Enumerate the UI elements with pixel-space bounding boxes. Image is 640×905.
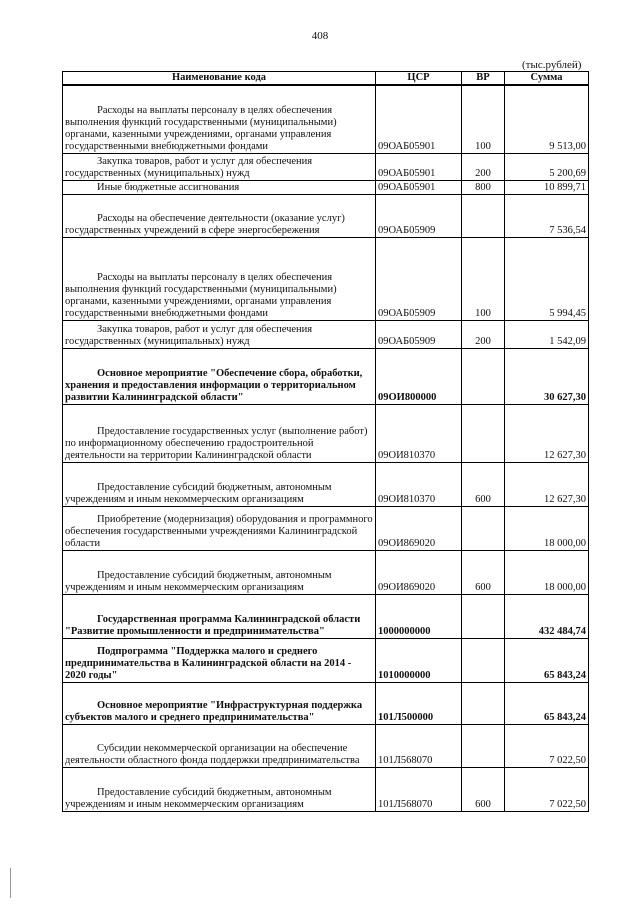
row-code: 09ОАБ05909 [376, 194, 462, 237]
row-vr: 600 [462, 550, 505, 594]
row-name: Предоставление субсидий бюджетным, автономным учреждениям и иным некоммерческим организациям [63, 550, 376, 594]
table-row [63, 85, 589, 153]
row-vr [462, 724, 505, 767]
row-name: Расходы на выплаты персоналу в целях обеспечения выполнения функций государственными (муниципальными) органами, казенными учреждениями, органами управления государственными внебюджетными фондами [63, 237, 376, 320]
header-name: Наименование кода [63, 72, 376, 86]
units-label: (тыс.рублей) [522, 59, 582, 71]
table-row [63, 724, 589, 767]
row-name: Предоставление субсидий бюджетным, автономным учреждениям и иным некоммерческим организациям [63, 462, 376, 506]
page-number: 408 [311, 30, 329, 42]
row-vr [462, 194, 505, 237]
row-name: Иные бюджетные ассигнования [63, 180, 376, 194]
table-body [63, 85, 589, 811]
row-name: Закупка товаров, работ и услуг для обеспечения государственных (муниципальных) нужд [63, 153, 376, 180]
table-row [63, 153, 589, 180]
row-vr: 100 [462, 237, 505, 320]
row-sum: 7 022,50 [505, 724, 589, 767]
row-name: Основное мероприятие "Инфраструктурная поддержка субъектов малого и среднего предпринимательства" [63, 682, 376, 724]
row-sum: 10 899,71 [505, 180, 589, 194]
header-sum: Сумма [505, 72, 589, 86]
row-vr [462, 594, 505, 638]
row-name: Расходы на обеспечение деятельности (оказание услуг) государственных учреждений в сфере энергосбережения [63, 194, 376, 237]
row-sum: 12 627,30 [505, 404, 589, 462]
row-name: Расходы на выплаты персоналу в целях обеспечения выполнения функций государственными (муниципальными) органами, казенными учреждениями, органами управления государственными внебюджетными фондами [63, 85, 376, 153]
row-sum: 65 843,24 [505, 638, 589, 682]
row-sum: 7 022,50 [505, 767, 589, 811]
table-row [63, 767, 589, 811]
row-code: 09ОИ810370 [376, 404, 462, 462]
row-name: Субсидии некоммерческой организации на обеспечение деятельности областного фонда поддержки предпринимательства [63, 724, 376, 767]
row-vr: 600 [462, 462, 505, 506]
row-name: Государственная программа Калининградской области "Развитие промышленности и предпринимательства" [63, 594, 376, 638]
row-sum: 5 994,45 [505, 237, 589, 320]
row-name: Приобретение (модернизация) оборудования и программного обеспечения государственными учреждениями Калининградской области [63, 506, 376, 550]
row-name: Закупка товаров, работ и услуг для обеспечения государственных (муниципальных) нужд [63, 320, 376, 348]
row-vr: 100 [462, 85, 505, 153]
row-code: 101Л568070 [376, 767, 462, 811]
table-row [63, 237, 589, 320]
table-row [63, 320, 589, 348]
row-code: 1000000000 [376, 594, 462, 638]
budget-table [62, 71, 589, 812]
row-sum: 18 000,00 [505, 550, 589, 594]
row-sum: 12 627,30 [505, 462, 589, 506]
table-row [63, 348, 589, 404]
row-code: 101Л500000 [376, 682, 462, 724]
row-code: 09ОАБ05901 [376, 180, 462, 194]
row-vr [462, 348, 505, 404]
margin-line [10, 868, 11, 898]
row-code: 1010000000 [376, 638, 462, 682]
table-row [63, 462, 589, 506]
row-name: Основное мероприятие "Обеспечение сбора, обработки, хранения и предоставления информации о территориальном развитии Калининградской области" [63, 348, 376, 404]
row-vr: 800 [462, 180, 505, 194]
row-sum: 1 542,09 [505, 320, 589, 348]
table-row [63, 404, 589, 462]
table-row [63, 506, 589, 550]
row-code: 09ОИ869020 [376, 506, 462, 550]
row-vr [462, 682, 505, 724]
row-sum: 9 513,00 [505, 85, 589, 153]
row-sum: 5 200,69 [505, 153, 589, 180]
row-code: 09ОАБ05909 [376, 237, 462, 320]
row-vr: 600 [462, 767, 505, 811]
row-name: Подпрограмма "Поддержка малого и среднего предпринимательства в Калининградской области на 2014 - 2020 годы" [63, 638, 376, 682]
row-vr [462, 506, 505, 550]
table-row [63, 180, 589, 194]
row-code: 101Л568070 [376, 724, 462, 767]
table-row [63, 638, 589, 682]
row-code: 09ОАБ05901 [376, 153, 462, 180]
row-sum: 7 536,54 [505, 194, 589, 237]
row-code: 09ОИ869020 [376, 550, 462, 594]
row-vr: 200 [462, 320, 505, 348]
table-header-row [63, 72, 589, 86]
row-vr: 200 [462, 153, 505, 180]
row-name: Предоставление субсидий бюджетным, автономным учреждениям и иным некоммерческим организациям [63, 767, 376, 811]
row-sum: 65 843,24 [505, 682, 589, 724]
row-code: 09ОАБ05909 [376, 320, 462, 348]
header-csr: ЦСР [376, 72, 462, 86]
row-sum: 18 000,00 [505, 506, 589, 550]
row-code: 09ОИ810370 [376, 462, 462, 506]
header-vr: ВР [462, 72, 505, 86]
row-vr [462, 404, 505, 462]
table-row [63, 194, 589, 237]
table-row [63, 594, 589, 638]
row-code: 09ОАБ05901 [376, 85, 462, 153]
row-sum: 432 484,74 [505, 594, 589, 638]
table-row [63, 682, 589, 724]
row-vr [462, 638, 505, 682]
row-code: 09ОИ800000 [376, 348, 462, 404]
table-row [63, 550, 589, 594]
row-sum: 30 627,30 [505, 348, 589, 404]
row-name: Предоставление государственных услуг (выполнение работ) по информационному обеспечению градостроительной деятельности на территории Калининградской области [63, 404, 376, 462]
